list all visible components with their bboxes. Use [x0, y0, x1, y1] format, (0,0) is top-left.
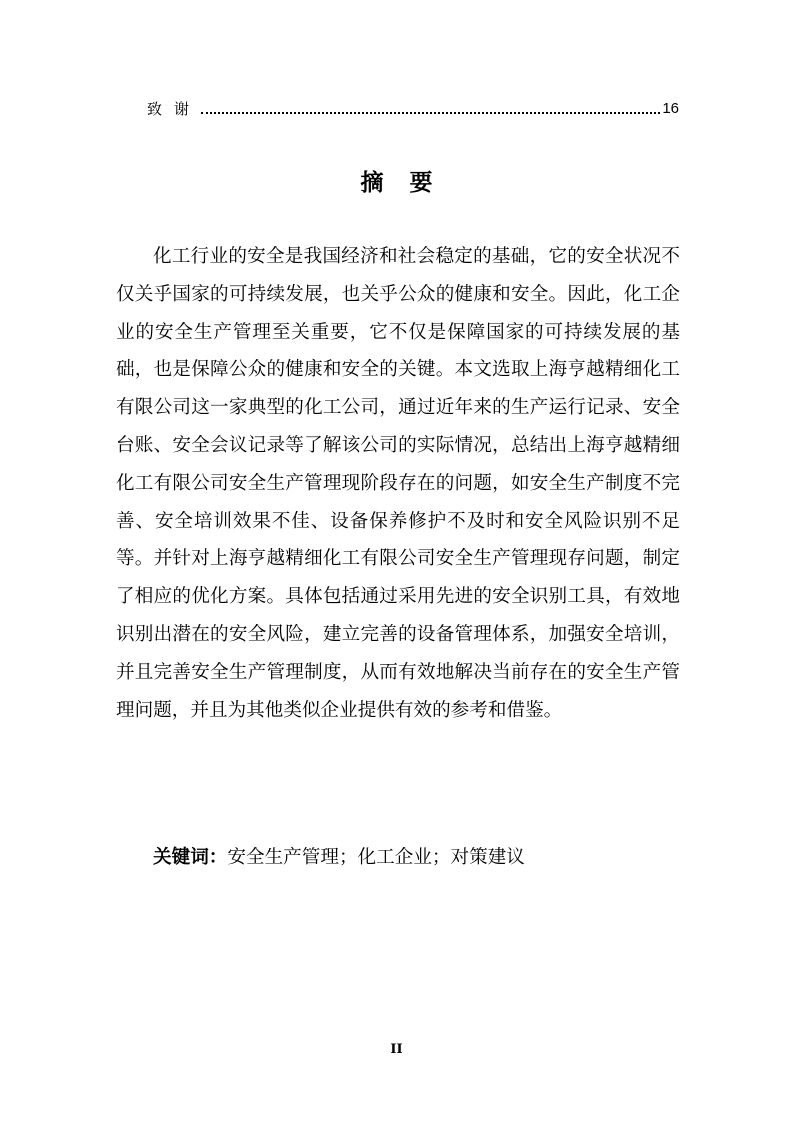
toc-entry-label: 致谢	[147, 100, 202, 118]
toc-dot-leader	[201, 112, 660, 114]
abstract-heading: 摘要	[360, 170, 459, 196]
toc-entry-page-number: 16	[662, 100, 679, 117]
toc-entry-acknowledgements[interactable]	[147, 99, 679, 119]
keywords-label: 关键词：	[153, 847, 228, 868]
keywords-value: 安全生产管理；化工企业；对策建议	[227, 847, 525, 868]
abstract-paragraph: 化工行业的安全是我国经济和社会稳定的基础，它的安全状况不仅关乎国家的可持续发展，也关乎公众的健康和安全。因此，化工企业的安全生产管理至关重要，它不仅是保障国家的可持续发展的基础，也是保障公众的健康和安全的关键。本文选取上海亨越精细化工有限公司这一家典型的化工公司，通过近年来的生产运行记录、安全台账、安全会议记录等了解该公司的实际情况，总结出上海亨越精细化工有限公司安全生产管理现阶段存在的问题，如安全生产制度不完善、安全培训效果不佳、设备保养修护不及时和安全风险识别不足等。并针对上海亨越精细化工有限公司安全生产管理现存问题，制定了相应的优化方案。具体包括通过采用先进的安全识别工具，有效地识别出潜在的安全风险，建立完善的设备管理体系，加强安全培训，并且完善安全生产管理制度，从而有效地解决当前存在的安全生产管理问题，并且为其他类似企业提供有效的参考和借鉴。	[116, 246, 680, 721]
keywords-line	[153, 839, 525, 876]
page-number: II	[390, 1042, 403, 1057]
